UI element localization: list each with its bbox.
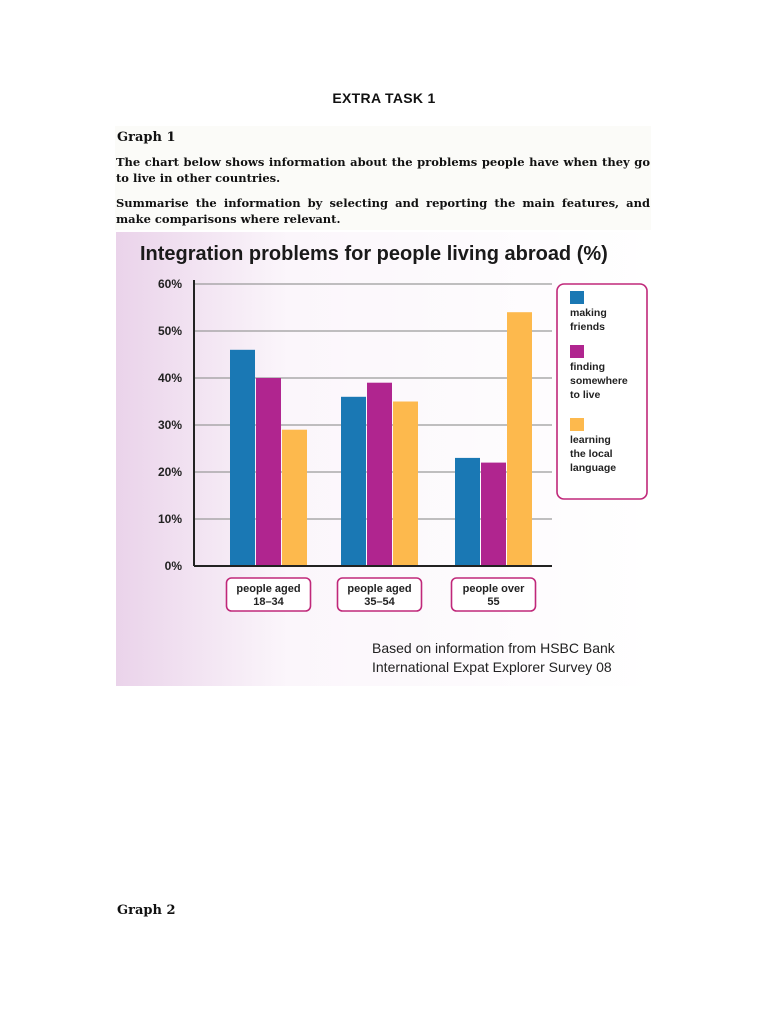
graph2-heading: Graph 2 bbox=[117, 903, 176, 918]
bar bbox=[282, 430, 307, 566]
legend-swatch bbox=[570, 291, 584, 304]
legend-label: to live bbox=[570, 389, 601, 401]
bar bbox=[481, 463, 506, 566]
bar bbox=[507, 312, 532, 566]
y-tick-label: 40% bbox=[157, 371, 182, 385]
bar bbox=[455, 458, 480, 566]
category-label: people over bbox=[462, 583, 525, 595]
legend-label: friends bbox=[570, 321, 606, 333]
task-description: The chart below shows information about the problems people have when they go to live in other countries. bbox=[116, 155, 650, 185]
source-note: International Expat Explorer Survey 08 bbox=[372, 659, 612, 675]
chart-svg bbox=[116, 232, 654, 686]
bar bbox=[230, 350, 255, 566]
y-tick-label: 10% bbox=[157, 512, 182, 526]
category-label: people aged bbox=[236, 583, 301, 595]
bar bbox=[341, 397, 366, 566]
y-tick-label: 0% bbox=[164, 559, 182, 573]
legend-label: making bbox=[570, 307, 607, 319]
legend-swatch bbox=[570, 345, 584, 358]
category-label: 18–34 bbox=[253, 596, 284, 608]
integration-chart bbox=[116, 232, 654, 686]
bar bbox=[393, 402, 418, 567]
legend-label: learning bbox=[570, 434, 611, 446]
legend-label: somewhere bbox=[570, 375, 628, 387]
category-label: 35–54 bbox=[364, 596, 395, 608]
legend-swatch bbox=[570, 418, 584, 431]
y-tick-label: 30% bbox=[157, 418, 182, 432]
category-label: 55 bbox=[487, 596, 500, 608]
category-label: people aged bbox=[347, 583, 412, 595]
source-note: Based on information from HSBC Bank bbox=[372, 640, 615, 656]
y-tick-label: 20% bbox=[157, 465, 182, 479]
bar bbox=[367, 383, 392, 566]
chart-title: Integration problems for people living abroad (%) bbox=[140, 243, 608, 265]
legend-label: finding bbox=[570, 361, 605, 373]
bar bbox=[256, 378, 281, 566]
y-tick-label: 60% bbox=[157, 277, 182, 291]
task-instructions: Summarise the information by selecting and reporting the main features, and make comparisons where relevant. bbox=[116, 196, 650, 226]
y-tick-label: 50% bbox=[157, 324, 182, 338]
legend-label: the local bbox=[570, 448, 613, 460]
page-title: EXTRA TASK 1 bbox=[332, 90, 436, 106]
graph1-heading: Graph 1 bbox=[117, 130, 176, 145]
legend-label: language bbox=[570, 462, 617, 474]
